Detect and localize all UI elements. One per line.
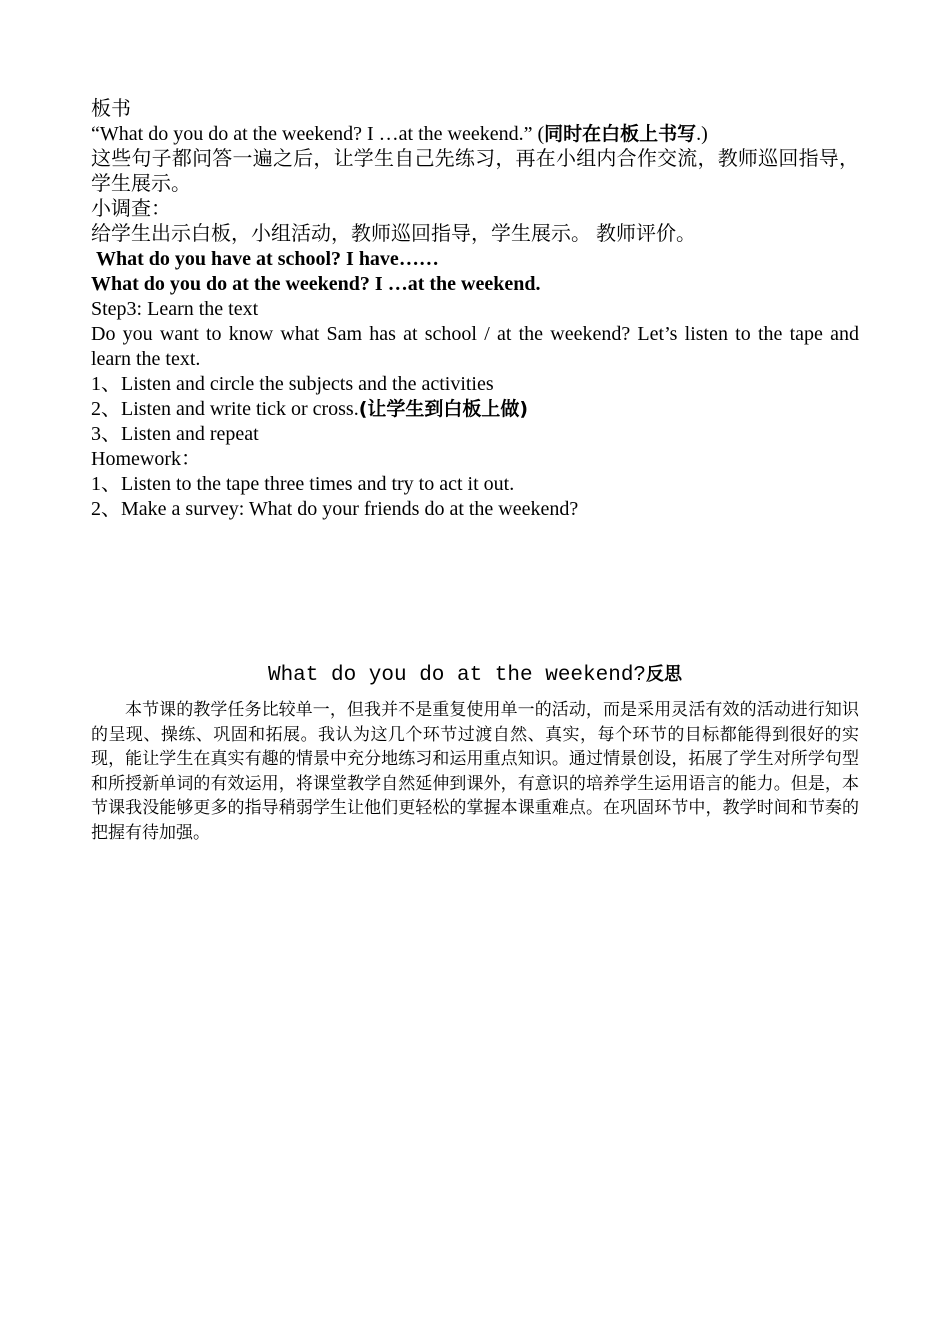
reflection-title-en: What do you do at the weekend?: [267, 664, 647, 687]
step3-item-2: [91, 397, 859, 422]
step3-intro: Do you want to know what Sam has at school / at the weekend? Let’s listen to the tape and learn the text.: [91, 323, 859, 370]
step3-item-2-note: (让学生到白板上做): [358, 398, 529, 420]
survey-pattern-school: What do you have at school? I have……: [96, 248, 439, 270]
board-writing-sentence: “What do you do at the weekend? I …at the weekend.” (: [91, 123, 545, 145]
board-writing-note: 同时在白板上书写: [544, 123, 697, 145]
step3-item-3: 3、Listen and repeat: [91, 423, 259, 445]
homework-item-1: 1、Listen to the tape three times and try to act it out.: [91, 473, 515, 495]
survey-instructions: 给学生出示白板，小组活动，教师巡回指导，学生展示。 教师评价。: [91, 223, 696, 245]
board-writing-line: [91, 122, 859, 147]
homework-item-2: 2、Make a survey: What do your friends do at the weekend?: [91, 498, 579, 520]
homework-heading: Homework：: [91, 448, 201, 470]
reflection-title: [91, 660, 859, 689]
board-writing-instructions: 这些句子都问答一遍之后，让学生自己先练习，再在小组内合作交流，教师巡回指导，学生展示。: [91, 148, 859, 195]
board-writing-note-end: .): [696, 123, 708, 145]
survey-pattern-weekend: What do you do at the weekend? I …at the weekend.: [91, 273, 541, 295]
survey-heading: 小调查：: [91, 198, 171, 220]
step3-item-1: 1、Listen and circle the subjects and the activities: [91, 373, 494, 395]
reflection-title-cn: 反思: [646, 664, 683, 685]
reflection-section: [91, 660, 859, 845]
step3-heading: Step3: Learn the text: [91, 298, 259, 320]
board-writing-heading: 板书: [91, 98, 131, 120]
lesson-plan-page: [91, 97, 859, 522]
reflection-body: 本节课的教学任务比较单一，但我并不是重复使用单一的活动，而是采用灵活有效的活动进行知识的呈现、操练、巩固和拓展。我认为这几个环节过渡自然、真实，每个环节的目标都能得到很好的实现，能让学生在真实有趣的情景中充分地练习和运用重点知识。通过情景创设，拓展了学生对所学句型和所授新单词的有效运用，将课堂教学自然延伸到课外，有意识的培养学生运用语言的能力。但是，本节课我没能够更多的指导稍弱学生让他们更轻松的掌握本课重难点。在巩固环节中，教学时间和节奏的把握有待加强。: [91, 700, 859, 842]
step3-item-2-text: 2、Listen and write tick or cross.: [91, 398, 359, 420]
